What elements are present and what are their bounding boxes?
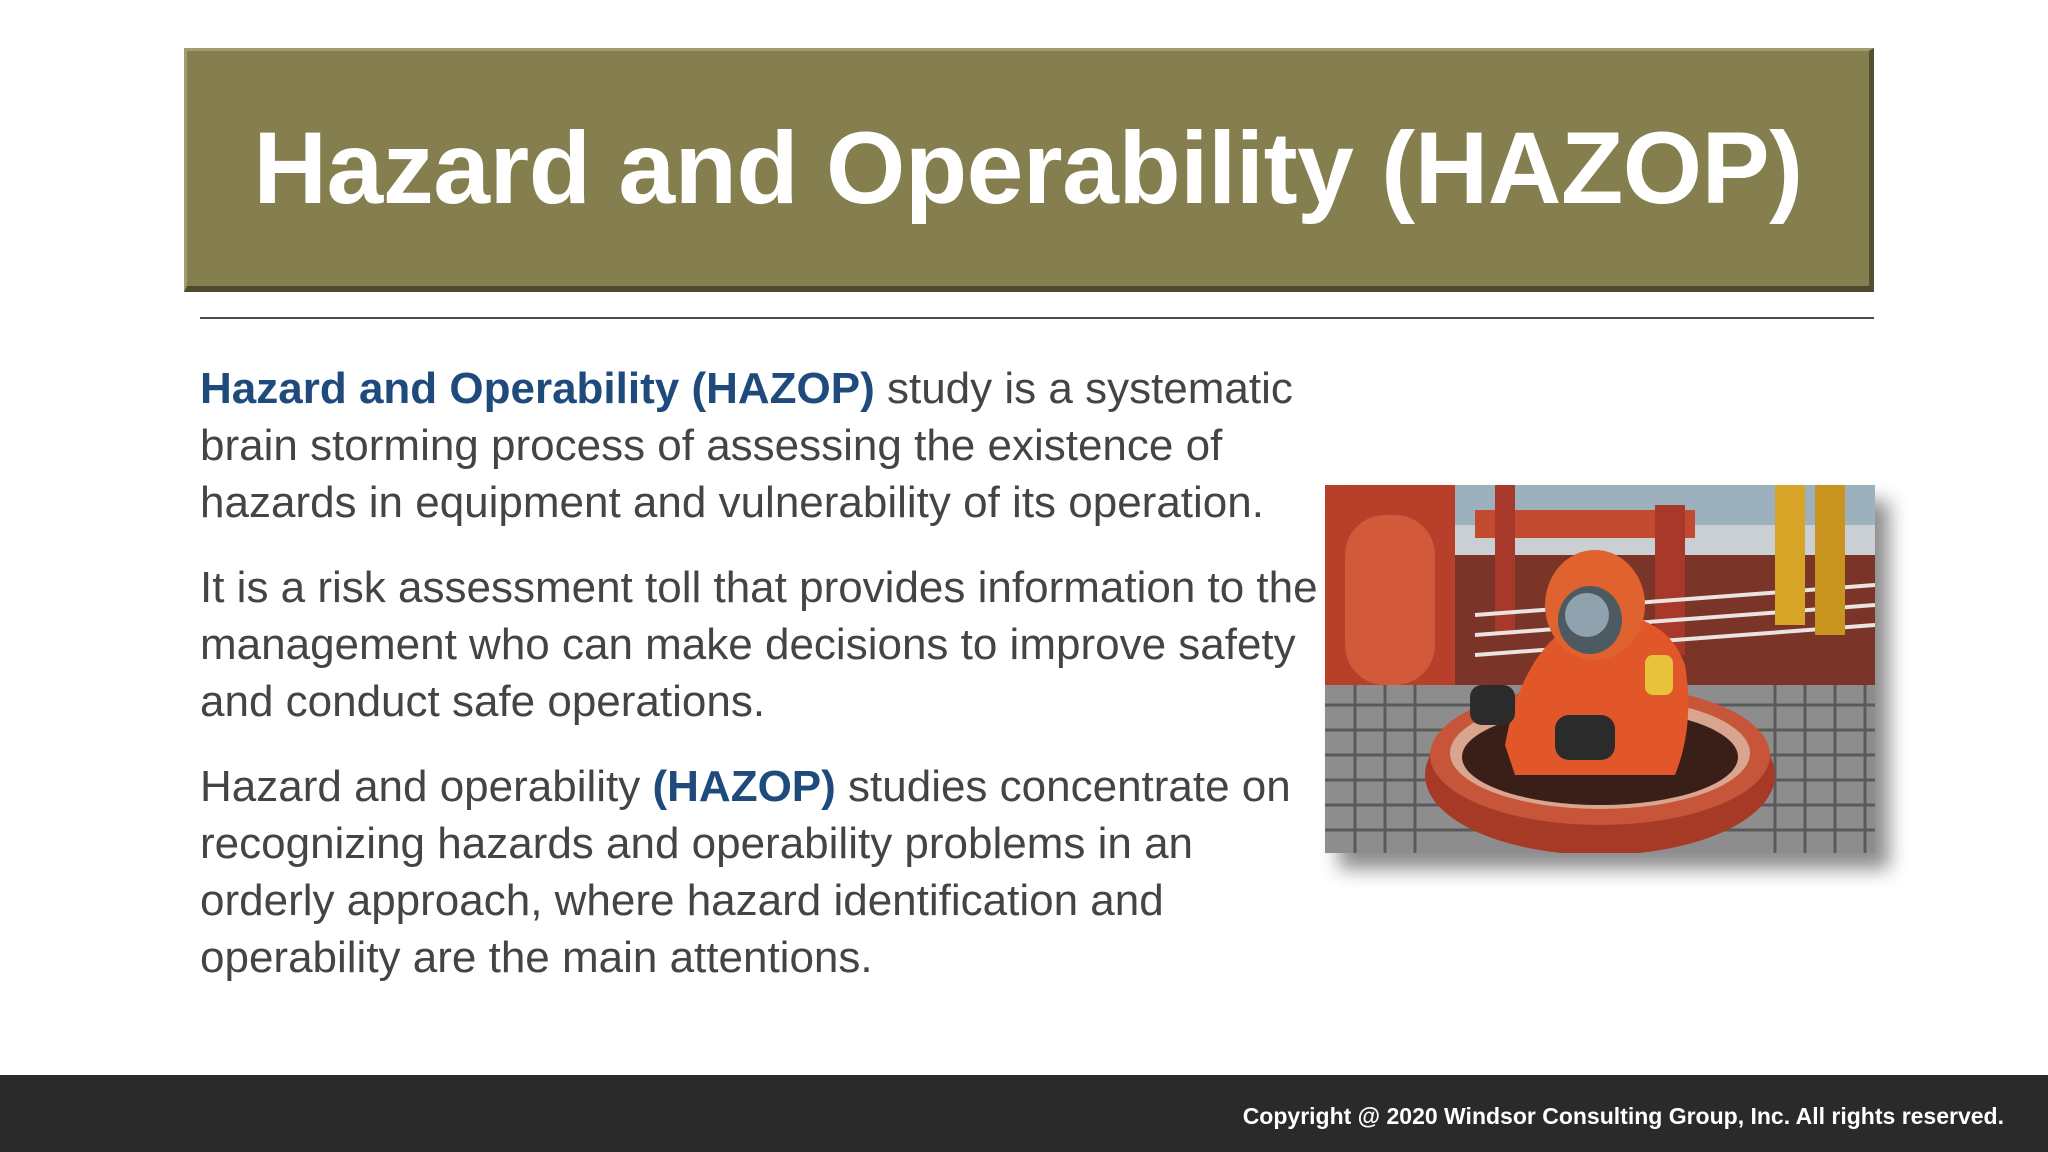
worker-photo bbox=[1325, 485, 1875, 853]
studies-text-end: studies concentrate on recognizing hazards and operability problems in an orderly approach, where hazard identification and operability are the main attentions. bbox=[200, 762, 1291, 982]
studies-text-start: Hazard and operability bbox=[200, 762, 653, 811]
paragraph-definition bbox=[200, 360, 1320, 531]
hazop-term: Hazard and Operability (HAZOP) bbox=[200, 364, 875, 413]
copyright-notice: Copyright @ 2020 Windsor Consulting Group, Inc. All rights reserved. bbox=[1242, 1103, 2004, 1129]
title-divider bbox=[200, 317, 1874, 319]
footer-bar bbox=[0, 1075, 2048, 1152]
paragraph-studies bbox=[200, 758, 1320, 986]
definition-text: study is a systematic brain storming process of assessing the existence of hazards in equipment and vulnerability of its operation. bbox=[200, 364, 1293, 527]
paragraph-risk-assessment: It is a risk assessment toll that provides information to the management who can make decisions to improve safety and conduct safe operations. bbox=[200, 563, 1318, 726]
photo-worker-in-manhole-icon bbox=[1325, 485, 1875, 853]
hazop-abbreviation: (HAZOP) bbox=[652, 762, 836, 811]
slide-title: Hazard and Operability (HAZOP) bbox=[253, 111, 1803, 225]
slide-body bbox=[200, 360, 1320, 1014]
title-banner bbox=[184, 48, 1874, 292]
